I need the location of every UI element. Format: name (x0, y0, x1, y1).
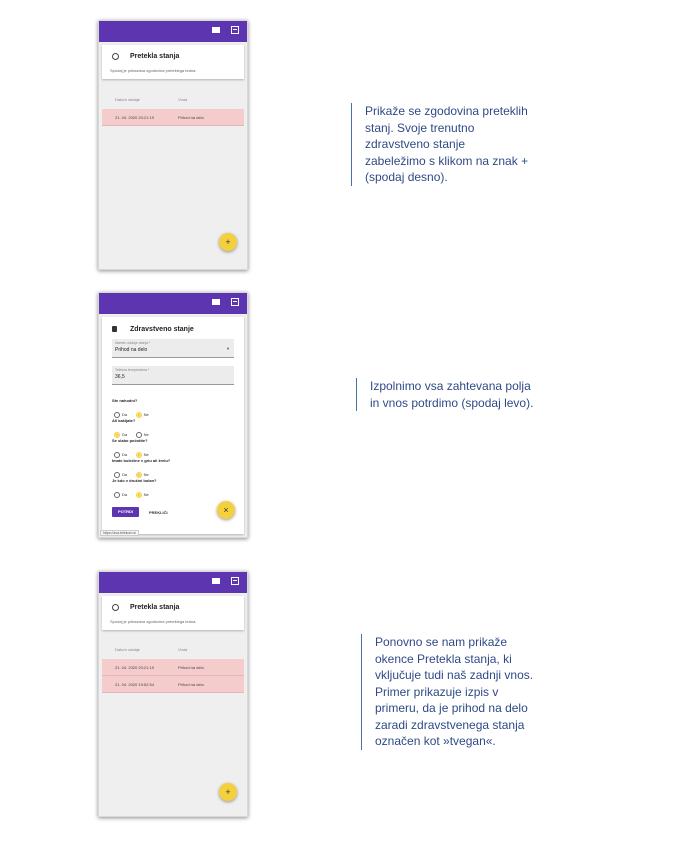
add-button[interactable]: + (219, 783, 237, 801)
status-url: https://ava.telekom.si (100, 530, 139, 536)
history-card (102, 45, 244, 79)
table-row[interactable] (102, 659, 244, 676)
note-2: Izpolnimo vsa zahtevana polja in vnos potrdimo (spodaj levo). (356, 378, 533, 411)
radio-no-label: Ne (143, 452, 149, 458)
radio-group (114, 446, 153, 458)
history-icon (112, 604, 119, 611)
radio-yes[interactable] (114, 492, 120, 498)
temperature-input[interactable] (112, 366, 234, 385)
question-label: Ste nahodni? (112, 398, 138, 403)
card-subtitle: Spodaj je prikazana zgodovina preteklega tedna. (110, 68, 197, 73)
row-type: Prihod na delo (178, 682, 204, 687)
radio-yes-label: Da (122, 412, 128, 418)
health-form (102, 317, 244, 534)
radio-no-label: Ne (143, 492, 149, 498)
radio-no[interactable] (136, 472, 142, 478)
radio-no[interactable] (136, 492, 142, 498)
cancel-button[interactable]: PREKLIČI (149, 510, 168, 515)
radio-no[interactable] (136, 432, 142, 438)
radio-group (114, 466, 153, 478)
add-button[interactable]: + (219, 233, 237, 251)
row-date: 21. 04. 2020 19:52:54 (115, 682, 154, 687)
row-date: 21. 04. 2020 20:21:19 (115, 665, 154, 670)
question-label: Ali kašljate? (112, 418, 136, 423)
note-1: Prikaže se zgodovina preteklih stanj. Svoje trenutno zdravstveno stanje zabeležimo s klikom na znak + (spodaj desno). (351, 103, 528, 186)
history-card (102, 596, 244, 630)
chevron-down-icon: ▼ (226, 346, 230, 351)
column-header-date: Datum oddaje (115, 97, 140, 102)
history-icon (112, 53, 119, 60)
app-bar (99, 572, 247, 593)
radio-yes[interactable] (114, 412, 120, 418)
radio-group (114, 486, 153, 498)
radio-no[interactable] (136, 412, 142, 418)
clipboard-icon (112, 326, 117, 332)
radio-yes[interactable] (114, 432, 120, 438)
radio-yes[interactable] (114, 452, 120, 458)
radio-yes-label: Da (122, 492, 128, 498)
question-label: Je kdo v družini bolan? (112, 478, 157, 483)
screenshot-history-1 (98, 20, 248, 270)
confirm-button[interactable]: POTRDI (112, 507, 139, 517)
purpose-value: Prihod na delo (115, 347, 148, 353)
row-date: 21. 04. 2020 20:21:19 (115, 115, 154, 120)
logout-icon[interactable] (231, 26, 239, 34)
purpose-select[interactable] (112, 339, 234, 358)
note-3: Ponovno se nam prikaže okence Pretekla stanja, ki vključuje tudi naš zadnji vnos. Primer prikazuje izpis v primeru, da je prihod na delo zaradi zdravstvenega stanja označen kot »tvegan«. (361, 634, 533, 750)
question-label: Se slabo počutite? (112, 438, 148, 443)
radio-no-label: Ne (143, 472, 149, 478)
mail-icon[interactable] (212, 578, 220, 584)
card-title: Pretekla stanja (130, 604, 180, 611)
logout-icon[interactable] (231, 577, 239, 585)
column-header-date: Datum oddaje (115, 647, 140, 652)
row-type: Prihod na delo (178, 115, 204, 120)
radio-no-label: Ne (143, 432, 149, 438)
radio-yes[interactable] (114, 472, 120, 478)
purpose-label: Namen oddaje stanja * (115, 341, 151, 345)
close-button[interactable]: × (217, 501, 235, 519)
table-row[interactable] (102, 676, 244, 693)
column-header-type: Vrsta (178, 97, 188, 102)
column-header-type: Vrsta (178, 647, 188, 652)
app-bar (99, 21, 247, 42)
screenshot-history-2 (98, 571, 248, 817)
temperature-label: Telesna temperatura * (115, 368, 150, 372)
screenshot-form (98, 292, 248, 538)
radio-yes-label: Da (122, 452, 128, 458)
mail-icon[interactable] (212, 27, 220, 33)
radio-no[interactable] (136, 452, 142, 458)
radio-yes-label: Da (122, 472, 128, 478)
card-title: Pretekla stanja (130, 53, 180, 60)
form-title: Zdravstveno stanje (130, 326, 194, 333)
mail-icon[interactable] (212, 299, 220, 305)
logout-icon[interactable] (231, 298, 239, 306)
app-bar (99, 293, 247, 314)
radio-group (114, 426, 153, 438)
row-type: Prihod na delo (178, 665, 204, 670)
question-label: Imate bolečine v grlu ali žrelu? (112, 458, 171, 463)
radio-no-label: Ne (143, 412, 149, 418)
card-subtitle: Spodaj je prikazana zgodovina preteklega tedna. (110, 619, 197, 624)
radio-group (114, 406, 153, 418)
temperature-value: 36,5 (115, 374, 125, 380)
table-row[interactable] (102, 109, 244, 126)
radio-yes-label: Da (122, 432, 128, 438)
